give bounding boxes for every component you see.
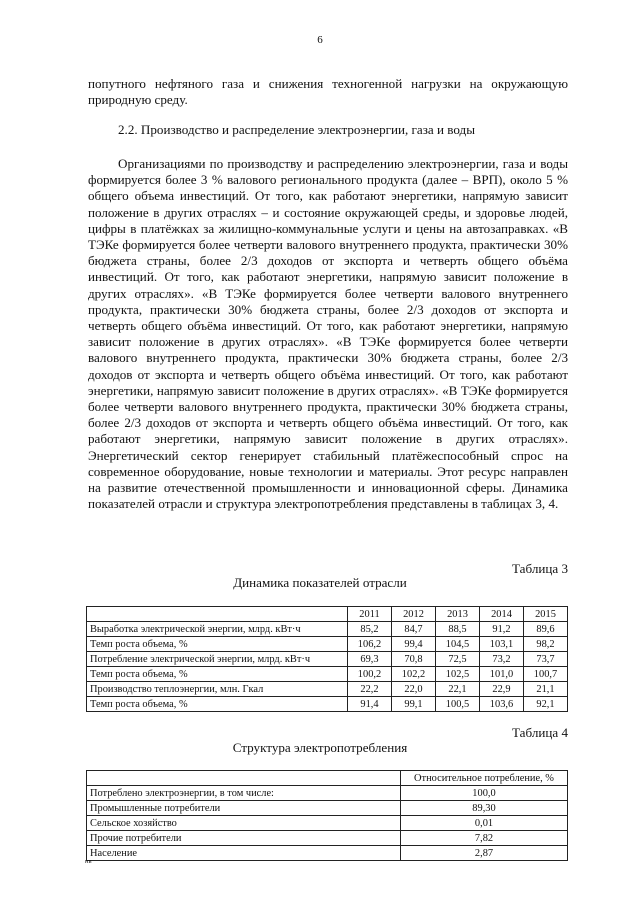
table-cell: 92,1 [524, 697, 568, 712]
year-header: 2011 [348, 607, 392, 622]
header-empty-cell [87, 771, 401, 786]
table-cell: 101,0 [480, 667, 524, 682]
table-cell: 100,7 [524, 667, 568, 682]
header-empty-cell [87, 607, 348, 622]
table-cell: 99,4 [392, 637, 436, 652]
table-cell: 91,2 [480, 622, 524, 637]
table-cell: 7,82 [401, 831, 568, 846]
paragraph-top: попутного нефтяного газа и снижения техногенной нагрузки на окружающую природную среду. [88, 76, 568, 108]
page-number: 6 [317, 34, 323, 46]
table-row [87, 831, 568, 846]
row-label: Производство теплоэнергии, млн. Гкал [87, 682, 348, 697]
table-cell: 69,3 [348, 652, 392, 667]
row-label: Потребление электрической энергии, млрд. кВт·ч [87, 652, 348, 667]
table-cell: 88,5 [436, 622, 480, 637]
table-cell: 99,1 [392, 697, 436, 712]
row-label: Население [87, 846, 401, 861]
table-cell: 102,5 [436, 667, 480, 682]
table-cell: 102,2 [392, 667, 436, 682]
table-cell: 100,2 [348, 667, 392, 682]
table-cell: 0,01 [401, 816, 568, 831]
row-label: Темп роста объема, % [87, 667, 348, 682]
year-header: 2014 [480, 607, 524, 622]
table-row [87, 801, 568, 816]
table-header-row [87, 771, 568, 786]
row-label: Прочие потребители [87, 831, 401, 846]
table-cell: 89,6 [524, 622, 568, 637]
footer-mark: нв [85, 858, 92, 865]
row-label: Потреблено электроэнергии, в том числе: [87, 786, 401, 801]
row-label: Темп роста объема, % [87, 697, 348, 712]
table-cell: 70,8 [392, 652, 436, 667]
table-row [87, 622, 568, 637]
table-cell: 84,7 [392, 622, 436, 637]
table-row [87, 667, 568, 682]
row-label: Темп роста объема, % [87, 637, 348, 652]
table-cell: 104,5 [436, 637, 480, 652]
table-cell: 21,1 [524, 682, 568, 697]
table-cell: 22,0 [392, 682, 436, 697]
row-label: Выработка электрической энергии, млрд. кВт·ч [87, 622, 348, 637]
table-cell: 103,1 [480, 637, 524, 652]
column-header: Относительное потребление, % [401, 771, 568, 786]
section-heading: 2.2. Производство и распределение электроэнергии, газа и воды [118, 122, 475, 137]
consumption-structure-table [86, 770, 568, 861]
table-cell: 103,6 [480, 697, 524, 712]
table-row [87, 846, 568, 861]
table-row [87, 816, 568, 831]
table-cell: 22,2 [348, 682, 392, 697]
indicators-table [86, 606, 568, 712]
table-cell: 100,5 [436, 697, 480, 712]
table-cell: 2,87 [401, 846, 568, 861]
table-cell: 89,30 [401, 801, 568, 816]
table-row [87, 652, 568, 667]
table-cell: 73,7 [524, 652, 568, 667]
table-cell: 22,1 [436, 682, 480, 697]
table-cell: 100,0 [401, 786, 568, 801]
table3-label: Таблица 3 [512, 561, 568, 576]
table-row [87, 637, 568, 652]
table-cell: 91,4 [348, 697, 392, 712]
table-cell: 106,2 [348, 637, 392, 652]
row-label: Промышленные потребители [87, 801, 401, 816]
paragraph-main: Организациями по производству и распределению электроэнергии, газа и воды формируется более 3 % валового регионального продукта (далее – ВРП), около 5 % общего объема инвестиций. От того, как работают энергетики, напрямую зависит положение в других отраслях – и состояние окружающей среды, и здоровье людей, цифры в платёжках за жилищно-коммунальные услуги и цены на автозаправках. «В ТЭКе формируется более четверти валового внутреннего продукта, практически 30% бюджета страны, более 2/3 доходов от экспорта и четверть общего объёма инвестиций. От того, как работают энергетики, напрямую зависит положение в других отраслях». «В ТЭКе формируется более четверти валового внутреннего продукта, практически 30% бюджета страны, более 2/3 доходов от экспорта и четверть общего объёма инвестиций. От того, как работают энергетики, напрямую зависит положение в других отраслях». «В ТЭКе формируется более четверти валового внутреннего продукта, практически 30% бюджета страны, более 2/3 доходов от экспорта и четверть общего объёма инвестиций. От того, как работают энергетики, напрямую зависит положение в других отраслях». «В ТЭКе формируется более четверти валового внутреннего продукта, практически 30% бюджета страны, более 2/3 доходов от экспорта и четверть общего объёма инвестиций. От того, как работают энергетики, напрямую зависит положение в других отраслях». Энергетический сектор генерирует стабильный платёжеспособный спрос на современное оборудование, новые технологии и материалы. Этот ресурс направлен на развитие отечественной промышленности и инновационной сферы. Динамика показателей отрасли и структура электропотребления представлены в таблицах 3, 4. [88, 156, 568, 512]
table-cell: 85,2 [348, 622, 392, 637]
table-cell: 73,2 [480, 652, 524, 667]
year-header: 2012 [392, 607, 436, 622]
table-row [87, 786, 568, 801]
year-header: 2015 [524, 607, 568, 622]
table-cell: 22,9 [480, 682, 524, 697]
table3-title: Динамика показателей отрасли [233, 575, 407, 590]
table-cell: 98,2 [524, 637, 568, 652]
row-label: Сельское хозяйство [87, 816, 401, 831]
table4-title: Структура электропотребления [232, 740, 408, 755]
year-header: 2013 [436, 607, 480, 622]
table-cell: 72,5 [436, 652, 480, 667]
table-header-row [87, 607, 568, 622]
table-row [87, 697, 568, 712]
table4-label: Таблица 4 [512, 725, 568, 740]
table-row [87, 682, 568, 697]
